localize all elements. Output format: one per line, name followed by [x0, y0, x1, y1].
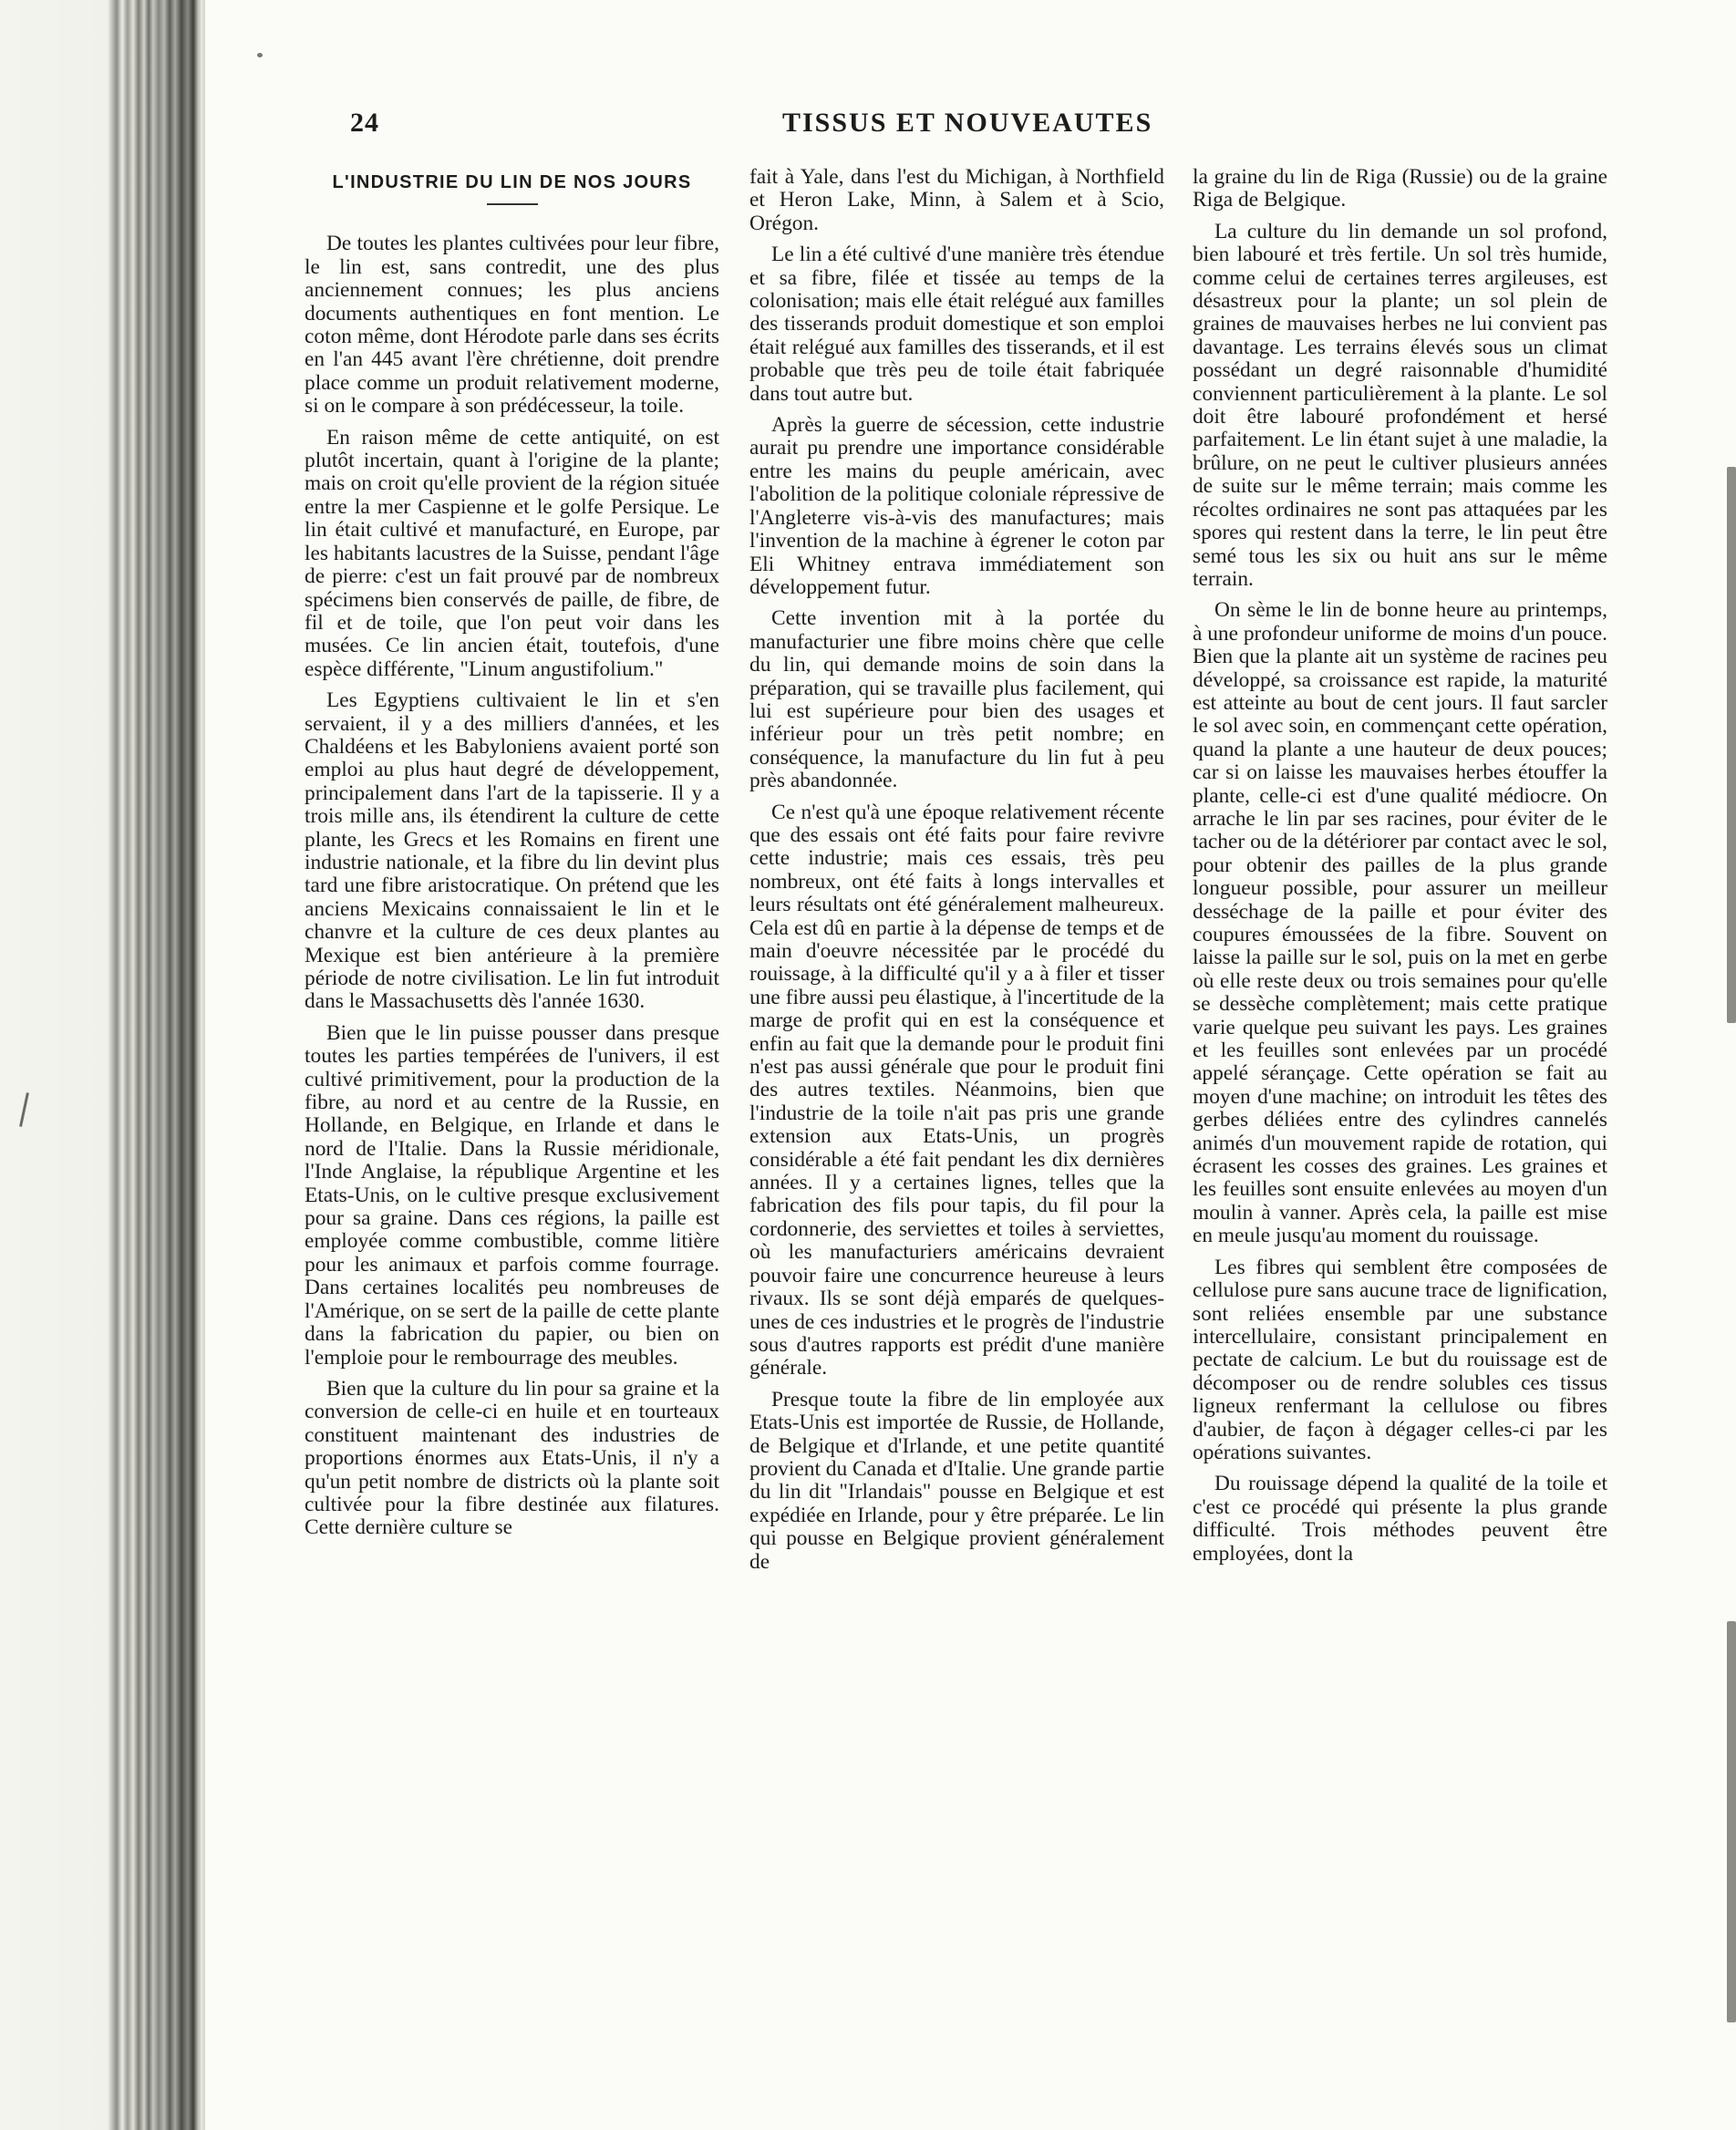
paragraph: Bien que le lin puisse pousser dans presque toutes les parties tempérées de l'univers, il est cultivé primitivement, pour la production de la fibre, au nord et au centre de la Russie, en Hollande, en Belgique, en Irlande et dans le nord de l'Italie. Dans la Russie méridionale, l'Inde Anglaise, la république Argentine et les Etats-Unis, on le cultive presque exclusivement pour sa graine. Dans ces régions, la paille est employée comme combustible, comme litière pour les animaux et parfois comme fourrage. Dans certaines localités peu nombreuses de l'Amérique, on se sert de la paille de cette plante dans la fabrication du papier, ou bien on l'emploie pour le rembourrage des meubles.	[305, 1020, 719, 1370]
running-header-title: TISSUS ET NOUVEAUTES	[782, 108, 1153, 138]
text-column-1	[305, 166, 719, 1548]
article-title: L'INDUSTRIE DU LIN DE NOS JOURS	[332, 172, 692, 192]
right-edge-tab	[1727, 1621, 1736, 2022]
paragraph: En raison même de cette antiquité, on est plutôt incertain, quant à l'origine de la plante; mais on croit qu'elle provient de la région située entre la mer Caspienne et le golfe Persique. Le lin était cultivé et manufacturé, en Europe, par les habitants lacustres de la Suisse, pendant l'âge de pierre: c'est un fait prouvé par de nombreux spécimens bien conservés de paille, de fibre, de fil et de toile, que l'on peut voir dans les musées. Ce lin ancien était, toutefois, d'une espèce différente, "Linum angustifolium."	[305, 425, 720, 681]
paragraph: la graine du lin de Riga (Russie) ou de la graine Riga de Belgique.	[1193, 165, 1607, 212]
text-column-2	[749, 166, 1164, 1582]
paragraph: Les Egyptiens cultivaient le lin et s'en servaient, il y a des milliers d'années, et les Chaldéens et les Babyloniens avaient porté son emploi au plus haut degré de développement, principalement dans l'art de la tapisserie. Il y a trois mille ans, ils étendirent la culture de cette plante, les Grecs et les Romains en firent une industrie nationale, et la fibre du lin devint plus tard une fibre aristocratique. On prétend que les anciens Mexicains connaissaient le lin et le chanvre et la culture de ces deux plantes au Mexique est bien antérieure à la première période de notre civilisation. Le lin fut introduit dans le Massachusetts dès l'année 1630.	[305, 688, 719, 1014]
text-column-3	[1193, 166, 1607, 1574]
book-binding	[0, 0, 202, 2130]
paragraph: Cette invention mit à la portée du manufacturier une fibre moins chère que celle du lin, qui demande moins de soin dans la préparation, qui se travaille plus facilement, qui lui est supérieure pour bien des usages et inférieur pour un très petit nombre; en conséquence, la manufacture du lin fut à peu près abandonnée.	[749, 606, 1164, 793]
paragraph: La culture du lin demande un sol profond, bien labouré et très fertile. Un sol très humide, comme celui de certaines terres argileuses, est désastreux pour la plante; un sol plein de graines de mauvaises herbes ne lui convient pas davantage. Les terrains élevés sous un climat possédant un degré raisonnable d'humidité conviennent particulièrement à la plante. Le sol doit être labouré profondément et hersé parfaitement. Le lin étant sujet à une maladie, la brûlure, on ne peut le cultiver plusieurs années de suite sur le même terrain; mais comme les récoltes ordinaires ne sont pas attaquées par les spores qui restent dans la terre, le lin peut être semé tous les six ou huit ans sur le même terrain.	[1193, 219, 1607, 591]
paragraph: On sème le lin de bonne heure au printemps, à une profondeur uniforme de moins d'un pouce. Bien que la plante ait un système de racines peu développé, sa croissance est rapide, la maturité est atteinte au bout de cent jours. Il faut sarcler le sol avec soin, en commençant cette opération, quand la plante a une hauteur de deux pouces; car si on laisse les mauvaises herbes étouffer la plante, celle-ci est d'une qualité médiocre. On arrache le lin par ses racines, pour éviter de le tacher ou de la détériorer par contact avec le sol, pour obtenir des pailles de la plus grande longueur possible, pour assurer un meilleur desséchage de la paille et pour éviter des coupures émoussées de la fibre. Souvent on laisse la paille sur le sol, puis on la met en gerbe où elle reste deux ou trois semaines pour qu'elle se dessèche complètement; mais cette pratique varie quelque peu suivant les pays. Les graines et les feuilles sont enlevées par un procédé appelé sérançage. Cette opération se fait au moyen d'une machine; on introduit les têtes des gerbes déliées entre des cylindres cannelés animés d'un mouvement rapide de rotation, qui écrasent les cosses des graines. Les graines et les feuilles sont ensuite enlevées au moyen d'un moulin à vanner. Après cela, la paille est mise en meule jusqu'au moment du rouissage.	[1193, 598, 1608, 1248]
paragraph: Du rouissage dépend la qualité de la toile et c'est ce procédé qui présente la plus grande difficulté. Trois méthodes peuvent être employées, dont la	[1193, 1472, 1607, 1566]
margin-dot	[257, 53, 263, 57]
paragraph: De toutes les plantes cultivées pour leur fibre, le lin est, sans contredit, une des plus anciennement connues; les plus anciens documents authentiques en font mention. Le coton même, dont Hérodote parle dans ses écrits en l'an 445 avant l'ère chrétienne, doit prendre place comme un produit relativement moderne, si on le compare à son prédécesseur, la toile.	[305, 232, 719, 419]
page-number: 24	[350, 108, 379, 138]
page-edge	[202, 0, 205, 2130]
paragraph: Le lin a été cultivé d'une manière très étendue et sa fibre, filée et tissée au temps de la colonisation; mais elle était relégué aux familles des tisserands produit domestique et son emploi était relégué aux familles des tisserands, et il est probable que très peu de toile était fabriquée dans tout autre but.	[749, 243, 1164, 406]
title-rule	[487, 203, 538, 205]
paragraph: Bien que la culture du lin pour sa graine et la conversion de celle-ci en huile et en tourteaux constituent maintenant des industries de proportions énormes aux Etats-Unis, il n'y a qu'un petit nombre de districts où la plante soit cultivée pour la fibre destinée aux filatures. Cette dernière culture se	[305, 1376, 719, 1540]
paragraph: Presque toute la fibre de lin employée aux Etats-Unis est importée de Russie, de Hollande, de Belgique et d'Irlande, et une petite quantité provient du Canada et d'Italie. Une grande partie du lin dit "Irlandais" pousse en Belgique et est expédiée en Irlande, pour y être préparée. Le lin qui pousse en Belgique provient généralement de	[749, 1387, 1164, 1574]
paragraph: Après la guerre de sécession, cette industrie aurait pu prendre une importance considérable entre les mains du peuple américain, avec l'abolition de la politique coloniale répressive de l'Angleterre vis-à-vis des manufactures; mais l'invention de la machine à égrener le coton par Eli Whitney entrava immédiatement son développement futur.	[749, 413, 1164, 599]
paragraph: Ce n'est qu'à une époque relativement récente que des essais ont été faits pour faire revivre cette industrie; mais ces essais, très peu nombreux, ont été faits à longs intervalles et leurs résultats ont été généralement malheureux. Cela est dû en partie à la dépense de temps et de main d'oeuvre nécessitée par le procédé du rouissage, à la difficulté qu'il y a à filer et tisser une fibre aussi peu élastique, à l'incertitude de la marge de profit qui en est la conséquence et enfin au fait que la demande pour le produit fini n'est pas aussi générale que pour le produit fini des autres textiles. Néanmoins, bien que l'industrie de la toile n'ait pas pris une grande extension aux Etats-Unis, un progrès considérable a été fait pendant les dix dernières années. Il y a certaines lignes, telles que la fabrication des fils pour tapis, du fil pour la cordonnerie, des serviettes et toiles à serviettes, où les manufacturiers américains devraient pouvoir faire une concurrence heureuse à leurs rivaux. Ils se sont déjà emparés de quelques-unes de ces industries et le progrès de l'industrie sous d'autres rapports est prédit d'une manière générale.	[749, 800, 1164, 1380]
paragraph: Les fibres qui semblent être composées de cellulose pure sans aucune trace de lignification, sont reliées ensemble par une substance intercellulaire, consistant principalement en pectate de calcium. Le but du rouissage est de décomposer ou de rendre solubles ces tissus ligneux renfermant la cellulose ou fibres d'aubier, de façon à dégager celles-ci par les opérations suivantes.	[1193, 1255, 1607, 1464]
right-edge-tab	[1727, 467, 1736, 1023]
paragraph: fait à Yale, dans l'est du Michigan, à Northfield et Heron Lake, Minn, à Salem et à Scio, Orégon.	[749, 165, 1164, 235]
